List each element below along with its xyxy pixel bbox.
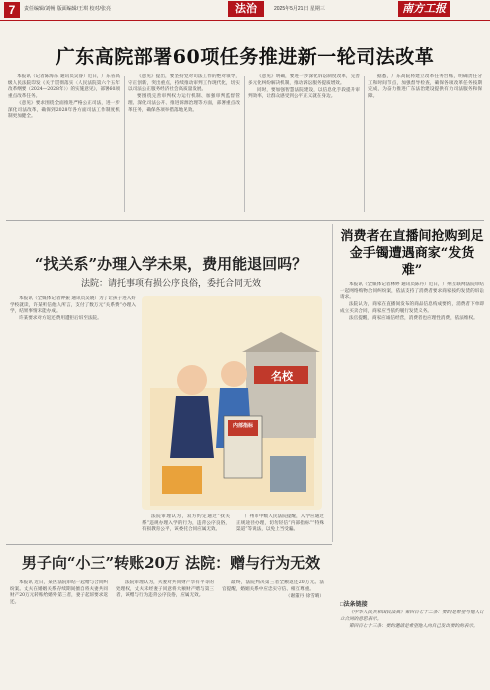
main-headline: 广东高院部署60项任务推进新一轮司法改革 bbox=[55, 46, 435, 68]
paragraph: 《中华人民共和国民法典》第四百七十二条：要约是希望与他人订立合同的意思表示。 bbox=[340, 610, 484, 622]
sidebar-headline: 消费者在直播间抢购到足金手镯遭遇商家“发货难” bbox=[340, 229, 484, 278]
paragraph: 《意见》提出，要坚持党对司法工作的绝对领导，守正创新，突出重点，持续推动审判工作现代化，切实以司法公正服务经济社会高质量发展。 bbox=[128, 74, 240, 93]
internal-quota-label: 内部指标 bbox=[232, 423, 253, 429]
column-divider bbox=[364, 76, 365, 212]
sidebar-divider bbox=[332, 224, 333, 542]
illustration-graphic bbox=[142, 296, 322, 510]
paragraph: 法院审理认为，双方约定通过“找关系”违规办理入学的行为，违背公序良俗，有损教育公平，该委托合同应属无效。 bbox=[142, 514, 230, 533]
paragraph: 广州市中级人民法院提醒，入学应通过正规途径办理，切勿轻信“内部指标”“特殊渠道”等说法，以免上当受骗。 bbox=[236, 514, 324, 533]
school-sign-label: 名校 bbox=[271, 370, 293, 383]
sidebar-article-body bbox=[340, 282, 484, 590]
bottom-article-col-2 bbox=[116, 580, 214, 686]
bottom-headline: 男子向“小三”转账20万 法院：赠与行为无效 bbox=[21, 554, 321, 572]
feature-article-col-1 bbox=[10, 296, 136, 542]
feature-subheadline: 法院：请托事项有损公序良俗，委托合同无效 bbox=[80, 279, 261, 289]
issue-date: 2025年5月21日 星期三 bbox=[274, 6, 325, 12]
page-number: 7 bbox=[4, 2, 20, 18]
law-link-title: □法条链接 bbox=[340, 602, 368, 608]
paragraph: 本报讯（记者陈海东 通讯员吴睿）近日，广东省高级人民法院印发《关于贯彻落实〈人民法院第六个五年改革纲要（2024—2028年）〉的实施意见》，部署60项重点改革任务。 bbox=[8, 74, 120, 100]
main-article-col-4 bbox=[368, 74, 482, 214]
law-link-text bbox=[340, 610, 484, 686]
main-article-col-1 bbox=[8, 74, 120, 214]
paragraph: 据悉，广东高院将建立改革任务台账，明确责任分工和时间节点，加强督导检查，确保各项改革任务按期完成，为奋力推进广东法治建设提供有力司法服务和保障。 bbox=[368, 74, 482, 100]
paragraph: 法院审理认为，夫妻对共同财产享有平等的处理权，丈夫未经妻子同意将大额财产赠与第三者，该赠与行为违背公序良俗，应属无效。 bbox=[116, 580, 214, 599]
newspaper-brand: 南方工报 bbox=[398, 1, 450, 17]
paragraph: 法官提醒，商家应诚信经营，消费者也应理性消费，依法维权。 bbox=[349, 315, 478, 321]
feature-article-col-3 bbox=[236, 514, 324, 544]
editor-credits: 责任编辑/刘畅 版面编辑/王琪 校对/张亮 bbox=[24, 6, 111, 12]
paragraph: 第四百七十三条：要约邀请是希望他人向自己发出要约的表示。 bbox=[349, 623, 478, 629]
paragraph: 要围绕完善审判权力运行机制、加强审判监督管理、深化司法公开、推进诉源治理等方面，部署重点改革任务，确保各项举措落地见效。 bbox=[128, 94, 240, 113]
bottom-article-col-1 bbox=[10, 580, 108, 686]
paragraph: 本报讯（全媒体记者林婷 通讯员陈丹）近日，广州互联网法院审结一起网络购物合同纠纷案，依法支持了消费者要求商家按约发货的诉讼请求。 bbox=[340, 282, 484, 301]
paragraph: 《意见》明确，要进一步深化诉讼制度改革，完善多元化纠纷解决机制，推动诉讼服务提质增效。 bbox=[248, 74, 360, 86]
paragraph: 最终，法院判决第三者全额返还20万元。法官提醒，婚姻关系中应忠实守信、相互尊重。 bbox=[222, 580, 324, 592]
main-article-col-3 bbox=[248, 74, 360, 214]
paragraph: 法院认为，商家在直播间发布的商品信息构成要约，消费者下单即成立买卖合同，商家应当依约履行发货义务。 bbox=[340, 302, 484, 314]
section-divider bbox=[6, 544, 332, 545]
bottom-article-col-3 bbox=[222, 580, 324, 686]
feature-headline: “找关系”办理入学未果，费用能退回吗？ bbox=[34, 255, 308, 273]
paragraph: 本报讯 近日，某区法院审结一起赠与合同纠纷案。丈夫在婚姻关系存续期间擅自将夫妻共同财产20万元转账给婚外第三者，妻子起诉要求返还。 bbox=[10, 580, 108, 606]
paragraph: 《意见》要求围绕全面推进严格公正司法，进一步深化司法改革，确保到2028年各方面司法工作制度机制更加健全。 bbox=[8, 101, 120, 120]
main-article-col-2 bbox=[128, 74, 240, 214]
column-divider bbox=[244, 76, 245, 212]
section-divider bbox=[6, 220, 484, 221]
paragraph: 本报讯（全媒体记者钟振 通讯员吴晓）为了让孩子进入好学校就读，许某听信他人所言，支付了数万元“关系费”办理入学，结果事情未能办成。 bbox=[10, 296, 136, 315]
column-divider bbox=[124, 76, 125, 212]
paragraph: 同时，要加强智慧法院建设，以信息化手段提升审判效率，让群众感受到公平正义就在身边。 bbox=[248, 87, 360, 100]
feature-article-col-2 bbox=[142, 514, 230, 544]
section-label: 法治 bbox=[228, 1, 264, 17]
paragraph: 许某要求对方返还费用遭拒后诉至法院。 bbox=[19, 316, 102, 322]
byline: （谢董丹 徐雪晴） bbox=[285, 593, 324, 599]
feature-illustration bbox=[142, 296, 322, 510]
